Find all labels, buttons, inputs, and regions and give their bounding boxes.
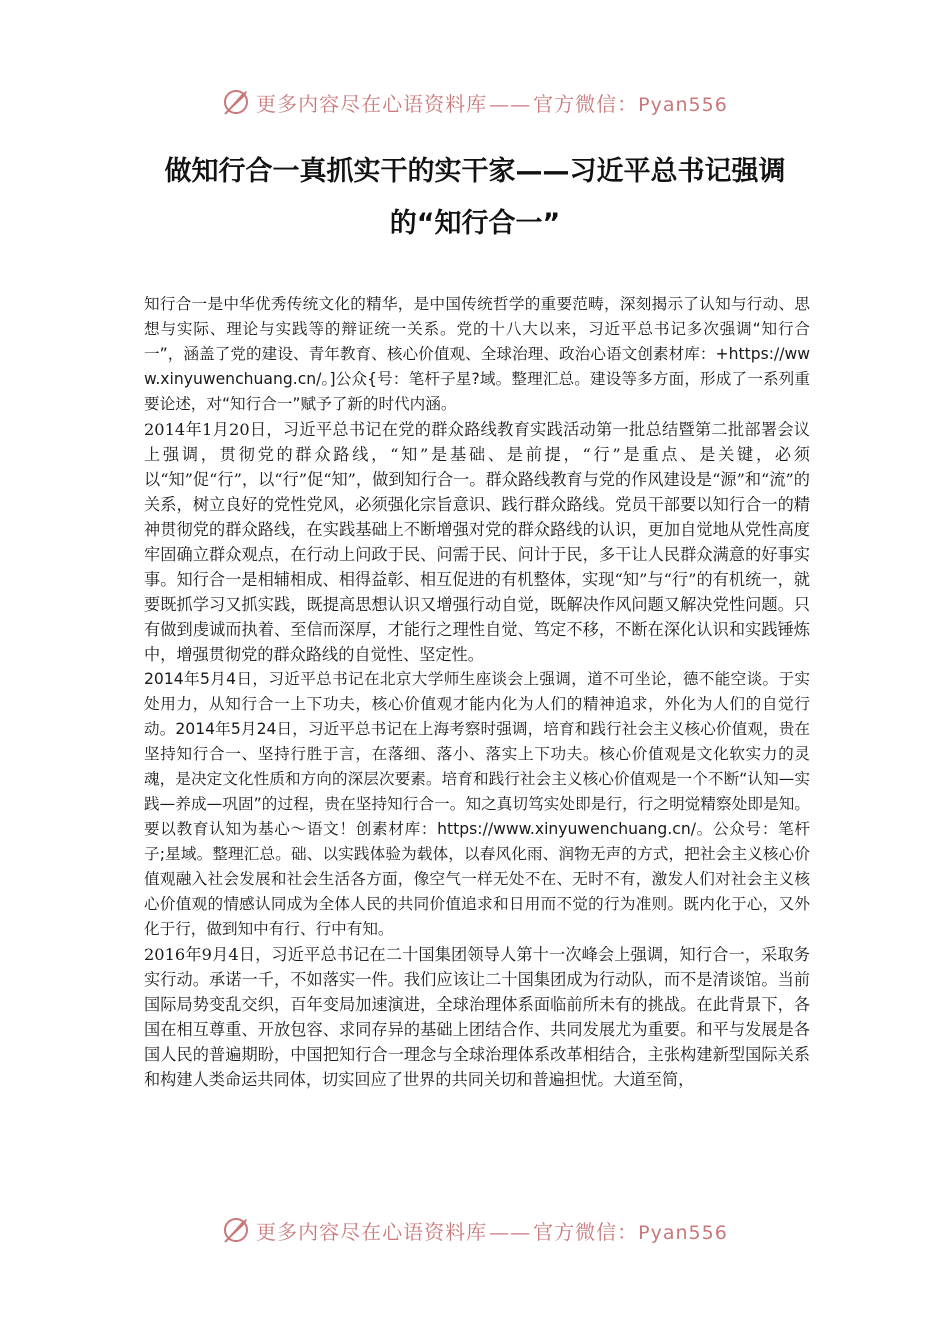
body-paragraph: 知行合一是中华优秀传统文化的精华，是中国传统哲学的重要范畴，深刻揭示了认知与行动、思想与实际、理论与实践等的辩证统一关系。党的十八大以来，习近平总书记多次强调“知行合一”，涵盖了党的建设、青年教育、核心价值观、全球治理、政治心语文创素材库：+https://www.xinyuwenchuang.cn/。]公众{号：笔杆子星?域。整理汇总。建设等多方面，形成了一系列重要论述，对“知行合一”赋予了新的时代内涵。 <box>144 295 810 413</box>
footer-banner <box>0 1210 950 1250</box>
banner-separator: —— <box>489 1219 532 1244</box>
banner-main-text: 更多内容尽在心语资料库 <box>256 1219 488 1244</box>
banner-wechat-label: 官方微信： <box>533 91 639 116</box>
quill-pen-circle-icon <box>222 1216 250 1244</box>
body-paragraph: 2016年9月4日，习近平总书记在二十国集团领导人第十一次峰会上强调，知行合一，采取务实行动。承诺一千，不如落实一件。我们应该让二十国集团成为行动队，而不是清谈馆。当前国际局势变乱交织，百年变局加速演进，全球治理体系面临前所未有的挑战。在此背景下，各国在相互尊重、开放包容、求同存异的基础上团结合作、共同发展尤为重要。和平与发展是各国人民的普遍期盼，中国把知行合一理念与全球治理体系改革相结合，主张构建新型国际关系和构建人类命运共同体，切实回应了世界的共同关切和普遍担忧。大道至简， <box>144 945 810 1089</box>
banner-wechat-label: 官方微信： <box>533 1219 639 1244</box>
banner-separator: —— <box>489 91 532 116</box>
quill-pen-circle-icon <box>222 88 250 116</box>
banner-text <box>256 88 728 117</box>
header-banner <box>0 82 950 122</box>
document-body <box>144 292 810 1092</box>
banner-main-text: 更多内容尽在心语资料库 <box>256 91 488 116</box>
body-paragraph: 2014年5月4日，习近平总书记在北京大学师生座谈会上强调，道不可坐论，德不能空谈。于实处用力，从知行合一上下功夫，核心价值观才能内化为人们的精神追求，外化为人们的自觉行动。2014年5月24日，习近平总书记在上海考察时强调，培育和践行社会主义核心价值观，贵在坚持知行合一、坚持行胜于言，在落细、落小、落实上下功夫。核心价值观是文化软实力的灵魂，是决定文化性质和方向的深层次要素。培育和践行社会主义核心价值观是一个不断“认知—实践—养成—巩固”的过程，贵在坚持知行合一。知之真切笃实处即是行，行之明觉精察处即是知。要以教育认知为基心～语文！创素材库：https://www.xinyuwenchuang.cn/。公众号：笔杆子;星域。整理汇总。础、以实践体验为载体，以春风化雨、润物无声的方式，把社会主义核心价值观融入社会发展和社会生活各方面，像空气一样无处不在、无时不有，激发人们对社会主义核心价值观的情感认同成为全体人民的共同价值追求和日用而不觉的行为准则。既内化于心，又外化于行，做到知中有行、行中有知。 <box>144 670 810 938</box>
body-paragraph: 2014年1月20日，习近平总书记在党的群众路线教育实践活动第一批总结暨第二批部署会议上强调，贯彻党的群众路线，“知”是基础、是前提，“行”是重点、是关键，必须以“知”促“行”，以“行”促“知”，做到知行合一。群众路线教育与党的作风建设是“源”和“流”的关系，树立良好的党性党风，必须强化宗旨意识、践行群众路线。党员干部要以知行合一的精神贯彻党的群众路线，在实践基础上不断增强对党的群众路线的认识，更加自觉地从党性高度牢固确立群众观点，在行动上问政于民、问需于民、问计于民，多干让人民群众满意的好事实事。知行合一是相辅相成、相得益彰、相互促进的有机整体，实现“知”与“行”的有机统一，就要既抓学习又抓实践，既提高思想认识又增强行动自觉，既解决作风问题又解决党性问题。只有做到虔诚而执着、至信而深厚，才能行之理性自觉、笃定不移，不断在深化认识和实践锤炼中，增强贯彻党的群众路线的自觉性、坚定性。 <box>144 420 810 664</box>
banner-text <box>256 1216 728 1245</box>
document-title: 做知行合一真抓实干的实干家——习近平总书记强调的“知行合一” <box>164 156 786 239</box>
banner-wechat-id: Pyan556 <box>638 1221 728 1244</box>
banner-wechat-id: Pyan556 <box>638 93 728 116</box>
